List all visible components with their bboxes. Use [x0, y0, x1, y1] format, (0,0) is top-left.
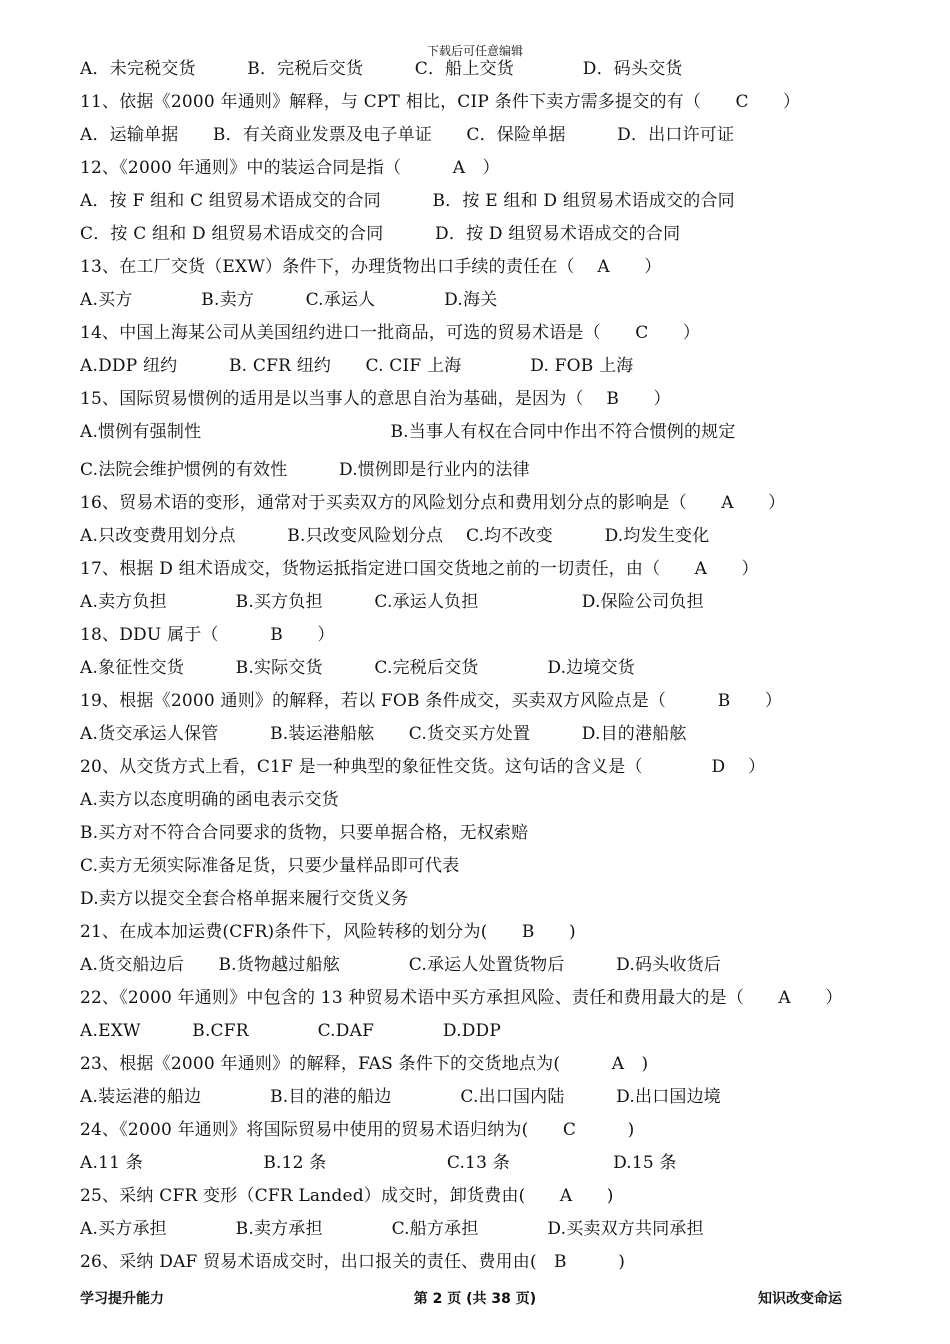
- text-line: A.卖方以态度明确的函电表示交货: [80, 790, 339, 810]
- question-20: 20、从交货方式上看，C1F 是一种典型的象征性交货。这句话的含义是（ D ）: [80, 757, 766, 777]
- text-line: C.卖方无须实际准备足货，只要少量样品即可代表: [80, 856, 460, 876]
- text-line: D.卖方以提交全套合格单据来履行交货义务: [80, 889, 409, 909]
- text-line: A.装运港的船边 B.目的港的船边 C.出口国内陆 D.出口国边境: [80, 1087, 722, 1107]
- text-line: A．运输单据 B．有关商业发票及电子单证 C．保险单据 D．出口许可证: [80, 125, 735, 145]
- text-line: A.EXW B.CFR C.DAF D.DDP: [80, 1021, 501, 1041]
- question-18: 18、DDU 属于（ B ）: [80, 625, 335, 645]
- text-line: A．按 F 组和 C 组贸易术语成交的合同 B．按 E 组和 D 组贸易术语成交的合同: [80, 191, 735, 211]
- text-line: C．按 C 组和 D 组贸易术语成交的合同 D．按 D 组贸易术语成交的合同: [80, 224, 681, 244]
- text-line: B.买方对不符合合同要求的货物，只要单据合格，无权索赔: [80, 823, 529, 843]
- page-number: 第 2 页 (共 38 页): [413, 1291, 537, 1307]
- question-12: 12、《2000 年通则》中的装运合同是指（ A ）: [80, 158, 500, 178]
- text-line: A.象征性交货 B.实际交货 C.完税后交货 D.边境交货: [80, 658, 636, 678]
- question-16: 16、贸易术语的变形，通常对于买卖双方的风险划分点和费用划分点的影响是（ A ）: [80, 493, 786, 513]
- question-24: 24、《2000 年通则》将国际贸易中使用的贸易术语归纳为( C ): [80, 1120, 635, 1140]
- question-25: 25、采纳 CFR 变形（CFR Landed）成交时，卸货费由( A ): [80, 1186, 614, 1206]
- text-line: A.买方 B.卖方 C.承运人 D.海关: [80, 290, 498, 310]
- text-line: A.货交船边后 B.货物越过船舷 C.承运人处置货物后 D.码头收货后: [80, 955, 722, 975]
- text-line: A.只改变费用划分点 B.只改变风险划分点 C.均不改变 D.均发生变化: [80, 526, 710, 546]
- question-17: 17、根据 D 组术语成交，货物运抵指定进口国交货地之前的一切责任，由（ A ）: [80, 559, 759, 579]
- question-13: 13、在工厂交货（EXW）条件下，办理货物出口手续的责任在（ A ）: [80, 257, 662, 277]
- page-header: 下载后可任意编辑: [426, 44, 523, 58]
- text-line: A.11 条 B.12 条 C.13 条 D.15 条: [80, 1153, 677, 1173]
- question-14: 14、中国上海某公司从美国纽约进口一批商品，可选的贸易术语是（ C ）: [80, 323, 701, 343]
- text-line: A.卖方负担 B.买方负担 C.承运人负担 D.保险公司负担: [80, 592, 704, 612]
- question-23: 23、根据《2000 年通则》的解释，FAS 条件下的交货地点为( A ): [80, 1054, 649, 1074]
- question-21: 21、在成本加运费(CFR)条件下，风险转移的划分为( B ): [80, 922, 576, 942]
- text-line: A.惯例有强制性 B.当事人有权在合同中作出不符合惯例的规定: [80, 422, 736, 442]
- footer-left: 学习提升能力: [80, 1291, 164, 1307]
- question-15: 15、国际贸易惯例的适用是以当事人的意思自治为基础，是因为（ B ）: [80, 389, 671, 409]
- text-line: A．未完税交货 B．完税后交货 C．船上交货 D．码头交货: [80, 59, 683, 79]
- question-26: 26、采纳 DAF 贸易术语成交时，出口报关的责任、费用由( B ): [80, 1252, 626, 1272]
- question-19: 19、根据《2000 通则》的解释，若以 FOB 条件成交，买卖双方风险点是（ B ）: [80, 691, 783, 711]
- question-11: 11、依据《2000 年通则》解释，与 CPT 相比，CIP 条件下卖方需多提交的有（ C ）: [80, 92, 801, 112]
- text-line: C.法院会维护惯例的有效性 D.惯例即是行业内的法律: [80, 460, 530, 480]
- text-line: A.DDP 纽约 B. CFR 纽约 C. CIF 上海 D. FOB 上海: [80, 356, 634, 376]
- text-line: A.买方承担 B.卖方承担 C.船方承担 D.买卖双方共同承担: [80, 1219, 704, 1239]
- text-line: A.货交承运人保管 B.装运港船舷 C.货交买方处置 D.目的港船舷: [80, 724, 687, 744]
- question-22: 22、《2000 年通则》中包含的 13 种贸易术语中买方承担风险、责任和费用最大的是（ A ）: [80, 988, 843, 1008]
- footer-right: 知识改变命运: [758, 1291, 842, 1307]
